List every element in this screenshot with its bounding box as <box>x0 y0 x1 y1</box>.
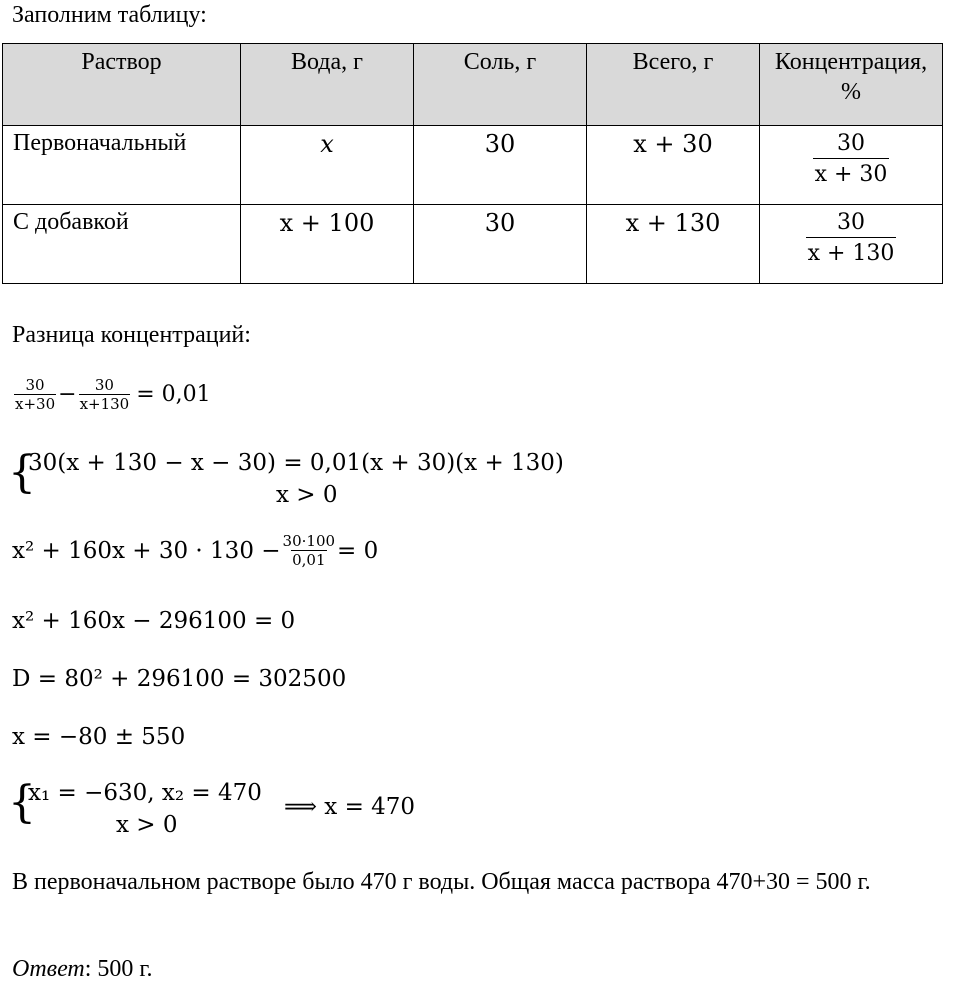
system-brace: { <box>8 447 36 498</box>
eq3-rhs: = 0 <box>337 537 379 564</box>
conc-denominator: x + 30 <box>813 158 890 189</box>
equation-4: x² + 160x − 296100 = 0 <box>12 608 296 634</box>
row-salt: 30 <box>414 205 587 284</box>
conc-numerator: 30 <box>836 210 865 235</box>
row-salt: 30 <box>414 126 587 205</box>
eq1-den2: x+130 <box>79 395 130 413</box>
eq3-den: 0,01 <box>292 551 326 569</box>
row-total: x + 30 <box>587 126 760 205</box>
eq1-num2: 30 <box>94 376 114 394</box>
eq1-den1: x+30 <box>15 395 56 413</box>
header-solution: Раствор <box>3 44 241 126</box>
header-salt: Соль, г <box>414 44 587 126</box>
eq1-minus: − <box>58 382 77 407</box>
system-brace: { <box>8 777 36 828</box>
row-water: x + 100 <box>241 205 414 284</box>
eq3-num: 30·100 <box>282 532 336 550</box>
system-2-line-1: x₁ = −630, x₂ = 470 <box>28 780 262 806</box>
eq1-rhs: = 0,01 <box>136 382 211 407</box>
answer-line <box>12 956 153 983</box>
conc-denominator: x + 130 <box>806 237 897 268</box>
answer-value: : 500 г. <box>84 956 153 982</box>
equation-3 <box>12 532 378 569</box>
row-concentration <box>760 205 943 284</box>
conclusion-text: В первоначальном растворе было 470 г воды. Общая масса раствора 470+30 = 500 г. <box>12 869 871 895</box>
system-1-line-1: 30(x + 130 − x − 30) = 0,01(x + 30)(x + 130) <box>28 450 564 476</box>
row-name: Первоначальный <box>3 126 241 205</box>
row-concentration <box>760 126 943 205</box>
intro-text: Заполним таблицу: <box>12 2 207 28</box>
equation-1 <box>12 376 211 413</box>
table-row <box>3 126 943 205</box>
header-water: Вода, г <box>241 44 414 126</box>
equation-6: x = −80 ± 550 <box>12 724 186 750</box>
difference-label: Разница концентраций: <box>12 322 251 348</box>
table-header-row <box>3 44 943 126</box>
eq3-lhs: x² + 160x + 30 · 130 − <box>12 537 281 564</box>
system-2-line-2: x > 0 <box>116 812 178 838</box>
row-water: x <box>241 126 414 205</box>
system-1-line-2: x > 0 <box>276 482 338 508</box>
concentration-table <box>2 43 943 284</box>
header-total: Всего, г <box>587 44 760 126</box>
system-2-result: ⟹ x = 470 <box>284 794 416 820</box>
row-total: x + 130 <box>587 205 760 284</box>
table-row <box>3 205 943 284</box>
eq1-num1: 30 <box>25 376 45 394</box>
header-concentration: Концентрация, % <box>760 44 943 126</box>
conc-numerator: 30 <box>836 131 865 156</box>
equation-5: D = 80² + 296100 = 302500 <box>12 666 347 692</box>
answer-label: Ответ <box>12 956 85 982</box>
row-name: С добавкой <box>3 205 241 284</box>
